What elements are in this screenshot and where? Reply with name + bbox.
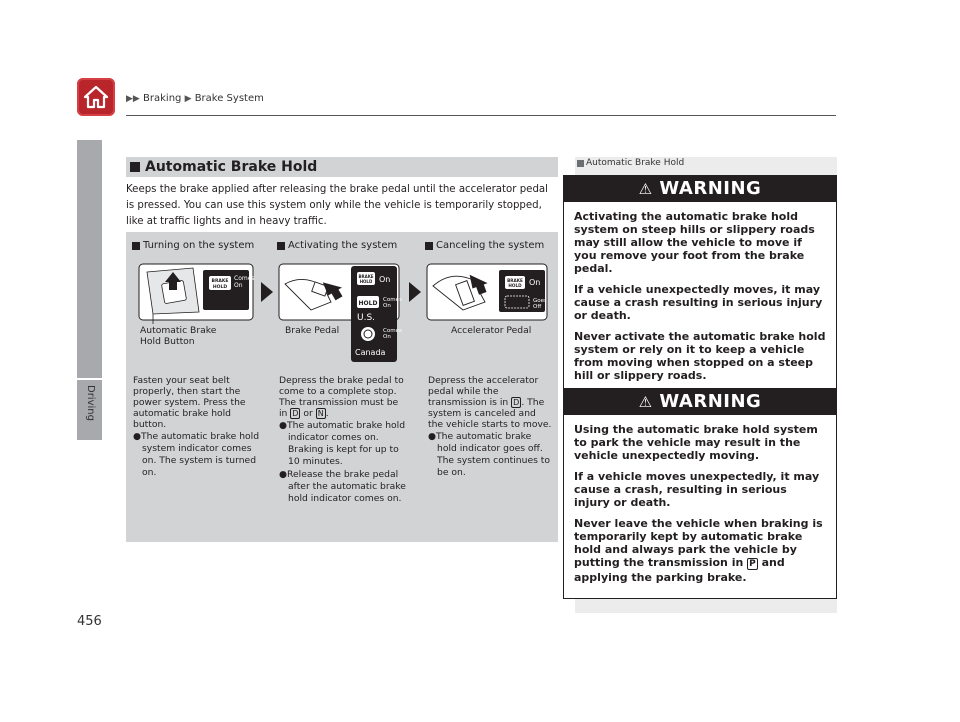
callout-accelerator-pedal: Accelerator Pedal (451, 325, 532, 336)
svg-text:Canada: Canada (355, 348, 386, 357)
svg-text:On: On (383, 334, 391, 340)
warning-header: ⚠ WARNING (564, 389, 836, 415)
svg-text:Off: Off (533, 304, 542, 310)
home-icon (83, 85, 109, 109)
svg-text:BRAKE: BRAKE (507, 278, 523, 283)
column-text-canceling: Depress the accelerator pedal while the transmission is in D . The system is canceled and the vehicle starts to move. ●The automatic brake hold indicator goes off. The system continues to be on. (428, 375, 552, 478)
svg-text:Comes: Comes (234, 275, 255, 282)
section-heading (126, 157, 558, 177)
gear-n-icon: N (317, 409, 324, 418)
warning-triangle-icon: ⚠ (638, 180, 653, 198)
home-button[interactable] (77, 78, 115, 116)
svg-text:Goes: Goes (533, 298, 547, 304)
gear-p-icon: P (749, 559, 756, 569)
bullet-item: ●The automatic brake hold system indicator comes on. The system is turned on. (133, 431, 260, 478)
column-text-activating: Depress the brake pedal to come to a complete stop. The transmission must be in D or N . ●The automatic brake hold indicator comes on. Braking is kept for up to 10 minutes. ●Release the brake pedal after the automatic brake hold indicator comes on. (279, 375, 406, 504)
svg-text:On: On (234, 282, 243, 289)
sidebar-title: Automatic Brake Hold (577, 158, 684, 168)
svg-text:BRAKE: BRAKE (358, 274, 374, 279)
svg-text:On: On (379, 275, 391, 284)
svg-text:Comes: Comes (383, 297, 402, 303)
svg-text:HOLD: HOLD (508, 283, 522, 288)
section-title: Automatic Brake Hold (145, 159, 318, 175)
square-bullet-icon (130, 162, 140, 172)
warning-header: ⚠ WARNING (564, 176, 836, 202)
svg-text:On: On (529, 278, 541, 287)
gear-d-icon: D (292, 409, 299, 418)
breadcrumb-brake-system: Brake System (194, 93, 264, 104)
callout-brake-hold-button: Automatic Brake Hold Button (140, 325, 217, 347)
bullet-item: ●The automatic brake hold indicator comes on. Braking is kept for up to 10 minutes. (279, 420, 406, 467)
breadcrumb (126, 93, 264, 104)
svg-text:BRAKE: BRAKE (211, 279, 229, 284)
section-intro: Keeps the brake applied after releasing the brake pedal until the accelerator pedal is pressed. You can use this system only while the vehicle is temporarily stopped, like at traffic lights and in heavy traffic. (126, 184, 548, 227)
column-heading-turning-on: Turning on the system (132, 240, 254, 251)
svg-text:HOLD: HOLD (358, 300, 378, 307)
svg-text:U.S.: U.S. (357, 313, 376, 323)
gear-d-icon: D (513, 398, 520, 407)
bullet-item: ●The automatic brake hold indicator goes off. The system continues to be on. (428, 431, 551, 478)
side-tab-bar (77, 140, 102, 378)
callout-brake-pedal: Brake Pedal (285, 325, 340, 336)
procedure-illustration (133, 258, 551, 363)
note-marker-icon (577, 160, 584, 167)
header-rule (126, 115, 836, 116)
warning-box-2 (563, 388, 837, 599)
svg-text:HOLD: HOLD (212, 285, 228, 290)
warning-triangle-icon: ⚠ (638, 393, 653, 411)
bullet-item: ●Release the brake pedal after the automatic brake hold indicator comes on. (279, 469, 406, 504)
breadcrumb-braking[interactable]: Braking (143, 93, 182, 104)
chapter-label: Driving (85, 385, 96, 421)
breadcrumb-arrow: ▶▶ (126, 94, 140, 104)
warning-body: Using the automatic brake hold system to park the vehicle may result in the vehicle unexpectedly moving. If a vehicle moves unexpectedly, it may cause a crash, resulting in serious injury or death. Never leave the vehicle when braking is temporarily kept by automatic brake hold and always park the vehicle by putting the transmission in P and applying the parking brake. (574, 423, 823, 584)
column-text-turning-on: Fasten your seat belt properly, then start the power system. Press the automatic brake hold button. ●The automatic brake hold system indicator comes on. The system is turned on. (133, 375, 263, 479)
svg-text:On: On (383, 303, 391, 309)
svg-text:Comes: Comes (383, 328, 402, 334)
square-bullet-icon (425, 242, 433, 250)
column-heading-activating: Activating the system (277, 240, 397, 251)
warning-box-1 (563, 175, 837, 397)
column-heading-canceling: Canceling the system (425, 240, 544, 251)
breadcrumb-arrow: ▶ (184, 94, 192, 104)
square-bullet-icon (132, 242, 140, 250)
warning-body: Activating the automatic brake hold system on steep hills or slippery roads may still allow the vehicle to move if you remove your foot from the brake pedal. If a vehicle unexpectedly moves, it may cause a crash resulting in serious injury or death. Never activate the automatic brake hold system or rely on it to keep a vehicle from moving when stopped on a steep hill or slippery roads. (574, 210, 826, 382)
svg-text:HOLD: HOLD (359, 279, 373, 284)
square-bullet-icon (277, 242, 285, 250)
page-number: 456 (77, 614, 102, 629)
